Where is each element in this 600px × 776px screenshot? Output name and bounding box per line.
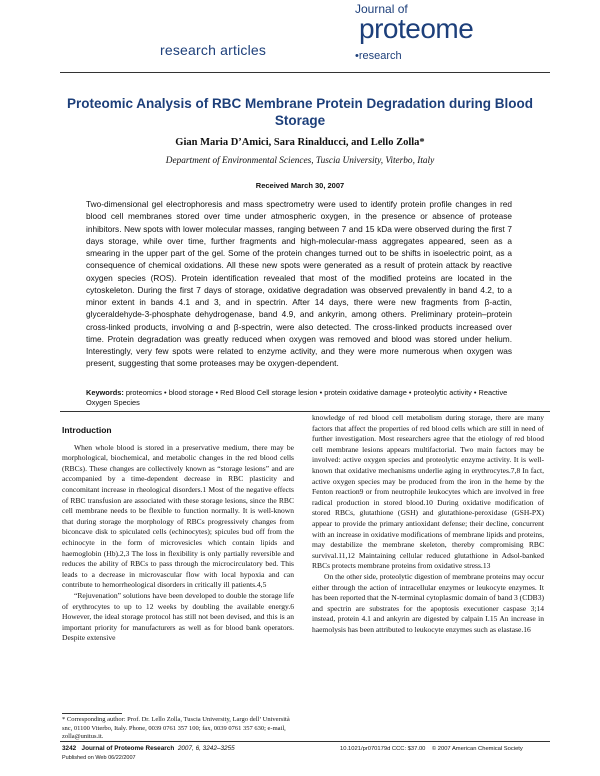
- left-column: [62, 425, 294, 644]
- author-list: Gian Maria D’Amici, Sara Rinalducci, and Lello Zolla*: [175, 137, 425, 148]
- doi: 10.1021/pr070179d CCC: $37.00: [340, 746, 426, 752]
- footer-journal: Journal of Proteome Research: [81, 745, 175, 752]
- journal-logo: [355, 2, 475, 68]
- body-paragraph: When whole blood is stored in a preservative medium, there may be morphological, biochemical, and metabolic changes in the red blood cells (RBCs). These changes are collectively known as “storage lesions” and are accompanied by a time-dependent decrease in RBC plasticity and concomitant increase in rheological disorders.1 Most of the negative effects of RBC transfusion are associated with these storage lesions, since the RBC cell membrane needs to be flexible to function normally. It is well-known that during storage the morphology of RBCs progressively changes from biconcave disk to spiculated cells (echinocytes); spicules bud off from the echinocyte in the form of microvesicles which contain lipids and haemoglobin (Hb).2,3 The loss in flexibility is only partially reversible and reduces the ability of RBCs to pass through the microcirculatory bed. This leads to a decrease in microvascular flow with local hypoxia and can contribute to hemorrheological disorders in critically ill patients.4,5: [62, 442, 294, 590]
- body-paragraph: knowledge of red blood cell metabolism during storage, there are many factors that affect the properties of red blood cells which are still in need of further investigation. Most researchers agree that the etiology of red blood cell membrane lesions appears multifactorial. Two main factors may be involved: active oxygen species and proteolytic enzyme activity. It is well-known that oxidative mechanisms underlie aging in erythrocytes.7,8 In fact, active oxygen species may be produced from the iron in the heme by the Fenton reaction9 or from neutrophile leukocytes which are involved in free radical production in stored blood.10 During oxidative modification of stored RBCs, glutathione (GSH) and glutathione-peroxidase (GSH-PX) appear to provide the primary antioxidant defense; their decline, concurrent with an increase in oxidative modifications of membrane lipids and proteins, may destabilize the membrane skeleton, thereby compromising RBC survival.11,12 Maintaining cellular reduced glutathione in Adsol-banked RBCs protects membrane proteins from oxidative stress.13: [312, 413, 544, 571]
- published-date: Published on Web 06/22/2007: [62, 755, 136, 761]
- abstract-divider: [60, 411, 550, 412]
- journal-logo-top: Journal of: [355, 2, 408, 16]
- footer-divider: [60, 741, 550, 742]
- body-paragraph: “Rejuvenation” solutions have been developed to double the storage life of erythrocytes to up to 12 weeks by doubling the available energy.6 However, the ideal storage protocol has still not been devised, and this is an important priority for manufacturers as well as for blood bank operators. Despite extensive: [62, 590, 294, 643]
- footer-volume: 2007, 6, 3242–3255: [177, 745, 235, 752]
- header-divider: [60, 72, 550, 73]
- footer-citation: [62, 745, 235, 752]
- corresponding-author-footnote: * Corresponding author: Prof. Dr. Lello Zolla, Tuscia University, Largo dell’ Università snc, 01100 Viterbo, Italy. Phone, 0039 0761 357 100; fax, 0039 0761 357 630; e-mail, zolla@unitus.it.: [62, 716, 290, 740]
- keywords-label: Keywords:: [86, 388, 124, 397]
- keywords-list: proteomics • blood storage • Red Blood Cell storage lesion • protein oxidative damage • proteolytic activity • Reactive Oxygen Species: [86, 388, 508, 407]
- journal-header: [0, 0, 600, 70]
- keywords: [86, 388, 512, 408]
- introduction-heading: Introduction: [62, 425, 112, 435]
- received-date: Received March 30, 2007: [255, 181, 345, 190]
- article-title: Proteomic Analysis of RBC Membrane Protein Degradation during Blood Storage: [66, 96, 534, 128]
- section-label: research articles: [160, 42, 267, 58]
- journal-logo-bottom: •research: [355, 50, 402, 62]
- page-number: 3242: [62, 745, 77, 752]
- body-paragraph: On the other side, proteolytic digestion of membrane proteins may occur either through the action of intracellular enzymes or leukocyte enzymes. It has been reported that the N-terminal cytoplasmic domain of band 3 (CDB3) and spectrin are substrates for the apoptosis executioner caspase 3;14 instead, protein 4.1 and ankyrin are digested by calpain I.15 An increase in haemolysis has been attributed to leukocyte enzymes such as elastase.16: [312, 571, 545, 634]
- copyright: © 2007 American Chemical Society: [431, 746, 523, 752]
- footer-doi-copyright: [340, 746, 523, 752]
- right-column: [312, 413, 544, 635]
- journal-logo-main: proteome: [359, 13, 474, 44]
- footnote-divider: [62, 713, 122, 714]
- affiliation: Department of Environmental Sciences, Tuscia University, Viterbo, Italy: [165, 156, 435, 166]
- abstract: Two-dimensional gel electrophoresis and mass spectrometry were used to identify protein profile changes in red blood cell membranes stored over time under atmospheric oxygen, in the presence or absence of protease inhibitors. New spots with lower molecular masses, ranging between 7 and 15 kDa were observed during the first 7 days storage, while over time, further fragments and high-molecular-mass aggregates appeared, seen as a smearing in the upper part of the gel. Some of the protein changes turned out to be shifts in isoelectric point, as a consequence of chemical oxidations. All these new spots were generated as a result of protein attack by reactive oxygen species (ROS). Protein identification revealed that most of the modified proteins are located in the cytoskeleton. During the first 7 days of storage, oxidative degradation was observed prevalently in band 4.2, to a minor extent in bands 4.1 and 3, and in spectrin. After 14 days, there were new fragments from β-actin, glyceraldehyde-3-phosphate dehydrogenase, band 4.9, and ankyrin, among others. Preliminary protein–protein cross-linked products, involving α and β-spectrin, were also detected. The cross-linked products increased over time. Protein degradation was greatly reduced when oxygen was removed and blood was stored under helium. Interestingly, very few spots were related to enzyme activity, and they were more numerous when oxygen was present, suggesting that some proteases may be oxygen-dependent.: [86, 199, 512, 369]
